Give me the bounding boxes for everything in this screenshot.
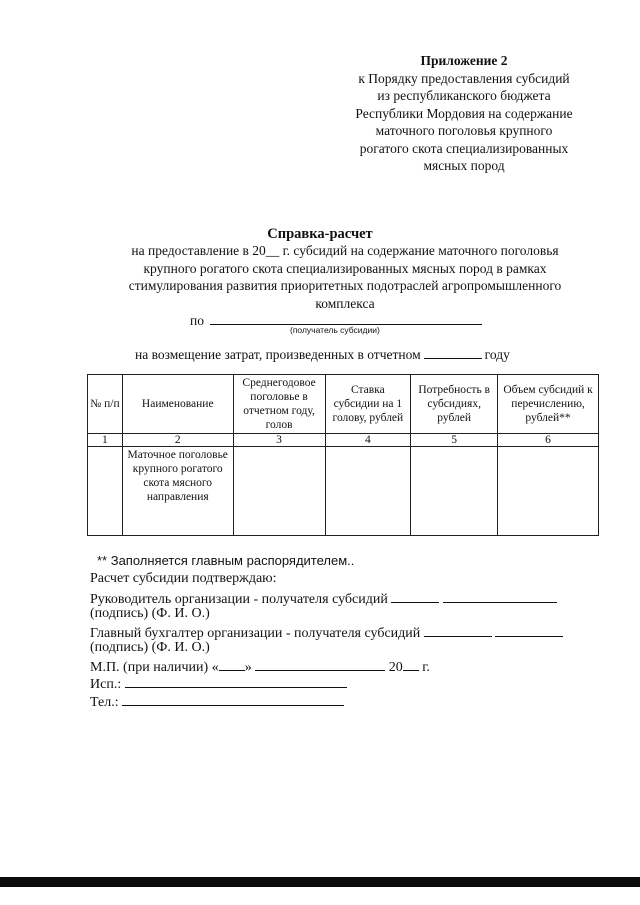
purpose-text <box>90 242 600 312</box>
executor-label: Исп.: <box>90 677 122 692</box>
recipient-caption: (получатель субсидии) <box>290 325 380 335</box>
accountant-caption: (подпись) (Ф. И. О.) <box>90 640 210 655</box>
header-cell: Ставка субсидии на 1 голову, рублей <box>325 375 411 434</box>
head-name-field[interactable] <box>443 589 557 603</box>
accountant-signature-field[interactable] <box>424 623 492 637</box>
purpose-line: стимулирования развития приоритетных подотраслей агропромышленного <box>128 278 562 293</box>
livestock-cell[interactable] <box>233 447 325 536</box>
executor-field[interactable] <box>125 674 347 688</box>
phone-line <box>90 692 344 711</box>
phone-field[interactable] <box>122 692 344 706</box>
accountant-label: Главный бухгалтер организации - получателя субсидий <box>90 626 421 641</box>
reimbursement-before: на возмещение затрат, произведенных в отчетном <box>135 347 421 362</box>
phone-label: Тел.: <box>90 695 119 710</box>
footnote: ** Заполняется главным распорядителем.. <box>97 553 355 568</box>
column-number: 5 <box>411 434 498 447</box>
row-name-cell: Маточное поголовье крупного рогатого скота мясного направления <box>122 447 233 536</box>
executor-line <box>90 674 347 693</box>
head-caption-line <box>90 606 210 622</box>
accountant-name-field[interactable] <box>495 623 563 637</box>
month-field[interactable] <box>255 657 385 671</box>
stamp-year: 20 <box>388 660 403 675</box>
accountant-caption-line <box>90 640 210 656</box>
purpose-line: крупного рогатого скота специализированных мясных пород в рамках <box>143 260 547 276</box>
volume-cell[interactable] <box>498 447 599 536</box>
head-caption: (подпись) (Ф. И. О.) <box>90 606 210 621</box>
annex-block <box>330 52 598 175</box>
annex-line: к Порядку предоставления субсидий <box>358 70 570 86</box>
annex-line: маточного поголовья крупного <box>375 123 553 138</box>
year-field[interactable] <box>403 657 419 671</box>
calculation-table <box>87 374 599 536</box>
need-cell[interactable] <box>411 447 498 536</box>
column-number: 3 <box>233 434 325 447</box>
annex-heading: Приложение 2 <box>420 53 508 68</box>
column-number: 1 <box>88 434 123 447</box>
row-number-cell[interactable] <box>88 447 123 536</box>
header-cell: Объем субсидий к перечислению, рублей** <box>498 375 599 434</box>
header-cell: Среднегодовое поголовье в отчетном году, голов <box>233 375 325 434</box>
stamp-mid: » <box>244 660 252 675</box>
recipient-prefix: по <box>190 313 204 328</box>
column-number: 4 <box>325 434 411 447</box>
header-cell: Наименование <box>122 375 233 434</box>
table-header-row <box>88 375 599 434</box>
reimbursement-line <box>135 346 510 363</box>
annex-line: рогатого скота специализированных <box>359 140 569 156</box>
head-signature-field[interactable] <box>391 589 439 603</box>
head-label: Руководитель организации - получателя субсидий <box>90 592 388 607</box>
confirm-line <box>90 571 277 587</box>
stamp-prefix: М.П. (при наличии) « <box>90 660 219 675</box>
annex-line: мясных пород <box>423 158 505 173</box>
recipient-field[interactable] <box>210 312 482 325</box>
document-title: Справка-расчет <box>267 226 373 242</box>
annex-line: Республики Мордовия на содержание <box>355 105 573 121</box>
report-year-field[interactable] <box>424 346 482 359</box>
scan-edge-bar <box>0 877 640 887</box>
column-number: 6 <box>498 434 599 447</box>
confirm-text: Расчет субсидии подтверждаю: <box>90 571 277 586</box>
column-number: 2 <box>122 434 233 447</box>
header-cell: № п/п <box>88 375 123 434</box>
day-field[interactable] <box>219 657 245 671</box>
purpose-line: на предоставление в 20__ г. субсидий на содержание маточного поголовья <box>131 243 559 258</box>
header-cell: Потребность в субсидиях, рублей <box>411 375 498 434</box>
purpose-line: комплекса <box>315 295 375 311</box>
annex-line: из республиканского бюджета <box>377 88 551 103</box>
stamp-suffix: г. <box>422 660 430 675</box>
column-number-row <box>88 434 599 447</box>
reimbursement-after: году <box>484 347 510 362</box>
table-row <box>88 447 599 536</box>
rate-cell[interactable] <box>325 447 411 536</box>
